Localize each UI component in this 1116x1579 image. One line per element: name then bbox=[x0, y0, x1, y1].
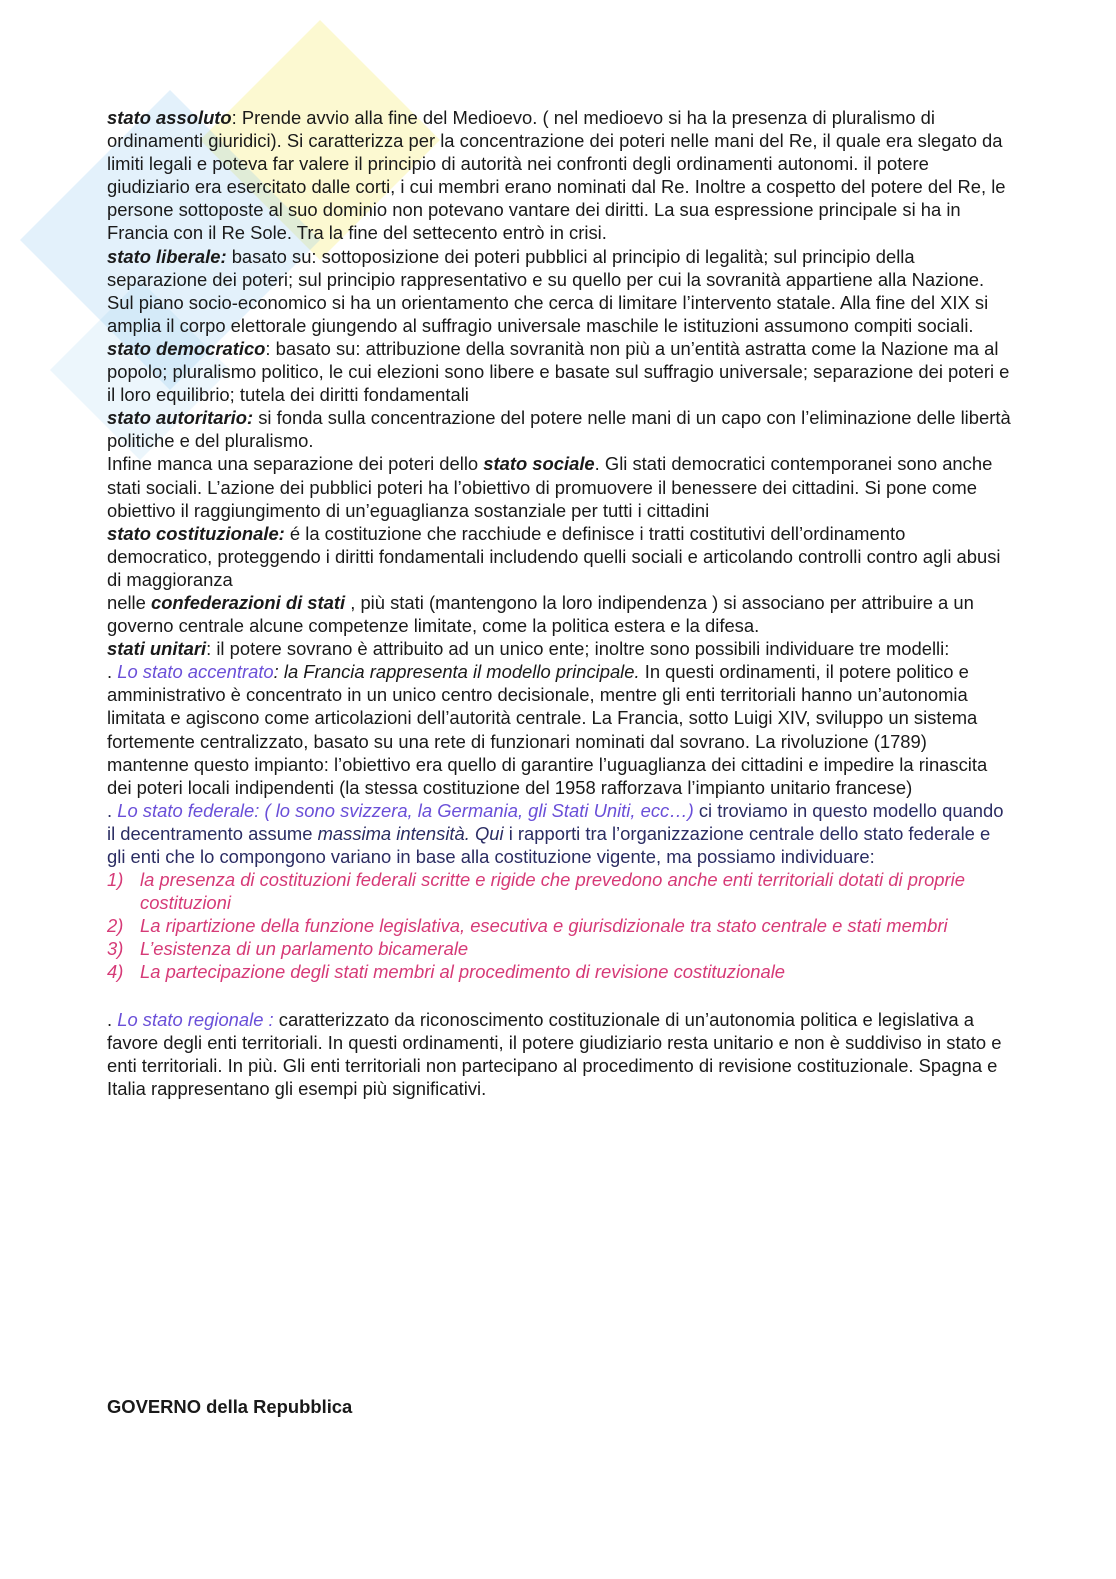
term-stato-federale: Lo stato federale: ( lo sono svizzera, la Germania, gli Stati Uniti, ecc…) bbox=[117, 799, 694, 821]
paragraph-stato-liberale: stato liberale: basato su: sottoposizione dei poteri pubblici al principio di legalità; sul principio della separazione dei poteri; sul principio rappresentativo e su quello per cui la sovranità appartiene alla Nazione. Sul piano socio-economico si ha un orientamento che cerca di limitare l’intervento statale. Alla fine del XIX si amplia il corpo elettorale giungendo al suffragio universale maschile le istituzioni assumono compiti sociali. bbox=[107, 245, 989, 336]
paragraph-stato-autoritario: stato autoritario: si fonda sulla concentrazione del potere nelle mani di un capo con l’eliminazione delle libertà politiche e del pluralismo. bbox=[107, 407, 1011, 452]
list-item: 4) La partecipazione degli stati membri al procedimento di revisione costituzionale bbox=[107, 961, 786, 983]
paragraph-confederazioni: nelle confederazioni di stati , più stati (mantengono la loro indipendenza ) si associano per attribuire a un governo centrale alcune competenze limitate, come la politica estera e la difesa. bbox=[107, 591, 974, 637]
list-item: 2) La ripartizione della funzione legislativa, esecutiva e giurisdizionale tra stato centrale e stati membri bbox=[107, 915, 948, 937]
term-stato-sociale: stato sociale bbox=[483, 453, 595, 475]
paragraph-stato-federale: . Lo stato federale: ( lo sono svizzera, la Germania, gli Stati Uniti, ecc…) ci troviamo in questo modello quando il decentramento assume massima intensità. Qui i rapporti tra l’organizzazione centrale dello stato federale e gli enti che lo compongono variano in base alla costituzione vigente, ma possiamo individuare: bbox=[107, 799, 1004, 867]
document-body bbox=[107, 106, 1012, 1100]
term-stato-autoritario: stato autoritario: bbox=[107, 407, 254, 429]
paragraph-stato-assoluto: stato assoluto: Prende avvio alla fine del Medioevo. ( nel medioevo si ha la presenza di pluralismo di ordinamenti giuridici). Si caratterizza per la concentrazione dei poteri nelle mani del Re, il quale era slegato da limiti legali e poteva far valere il principio di autorità nei confronti degli ordinamenti autonomi. il potere giudiziario era esercitato dalle corti, i cui membri erano nominati dal Re. Inoltre a cospetto del potere del Re, le persone sottoposte al suo dominio non potevano vantare dei diritti. La sua espressione principale si ha in Francia con il Re Sole. Tra la fine del settecento entrò in crisi. bbox=[107, 107, 1006, 244]
section-heading: GOVERNO della Repubblica bbox=[107, 1396, 353, 1417]
term-confederazioni: confederazioni di stati bbox=[150, 591, 346, 613]
list-item: 1) la presenza di costituzioni federali scritte e rigide che prevedono anche enti territoriali dotati di proprie costituzioni bbox=[107, 869, 965, 914]
list-item: 3) L’esistenza di un parlamento bicamerale bbox=[107, 938, 469, 960]
term-stati-unitari: stati unitari bbox=[107, 638, 207, 660]
term-stato-democratico: stato democratico bbox=[107, 337, 266, 359]
term-stato-assoluto: stato assoluto bbox=[107, 107, 232, 128]
term-stato-liberale: stato liberale: bbox=[107, 245, 227, 267]
paragraph-stato-accentrato: . Lo stato accentrato: la Francia rappresenta il modello principale. In questi ordinamenti, il potere politico e amministrativo è concentrato in un unico centro decisionale, mentre gli enti territoriali hanno un’autonomia limitata e agiscono come articolazioni dell’autorità centrale. La Francia, sotto Luigi XIV, sviluppo un sistema fortemente centralizzato, basato su una rete di funzionari nominati dal sovrano. La rivoluzione (1789) mantenne questo impianto: l’obiettivo era quello di garantire l’uguaglianza dei cittadini e impedire la rinascita dei poteri locali indipendenti (la stessa costituzione del 1958 rafforzava l’impianto unitario francese) bbox=[107, 661, 988, 798]
term-stato-accentrato: Lo stato accentrato bbox=[117, 661, 274, 683]
paragraph-stato-costituzionale: stato costituzionale: é la costituzione che racchiude e definisce i tratti costitutivi dell’ordinamento democratico, proteggendo i diritti fondamentali includendo quelli sociali e articolando controlli contro agli abusi di maggioranza bbox=[107, 522, 1001, 590]
spacer bbox=[107, 984, 1012, 1008]
paragraph-stato-regionale: . Lo stato regionale : caratterizzato da riconoscimento costituzionale di un’autonomia politica e legislativa a favore degli enti territoriali. In questi ordinamenti, il potere giudiziario resta unitario e non è suddiviso in stato e enti territoriali. In più. Gli enti territoriali non partecipano al procedimento di revisione costituzionale. Spagna e Italia rappresentano gli esempi più significativi. bbox=[107, 1008, 1002, 1099]
term-stato-regionale: Lo stato regionale : bbox=[117, 1008, 274, 1030]
paragraph-stato-democratico: stato democratico: basato su: attribuzione della sovranità non più a un’entità astratta come la Nazione ma al popolo; pluralismo politico, le cui elezioni sono libere e basate sul suffragio universale; separazione dei poteri e il loro equilibrio; tutela dei diritti fondamentali bbox=[107, 337, 1010, 406]
paragraph-stati-unitari: stati unitari: il potere sovrano è attribuito ad un unico ente; inoltre sono possibili individuare tre modelli: bbox=[107, 638, 950, 660]
paragraph-stato-sociale: Infine manca una separazione dei poteri dello stato sociale. Gli stati democratici contemporanei sono anche stati sociali. L’azione dei pubblici poteri ha l’obiettivo di promuovere il benessere dei cittadini. Si pone come obiettivo il raggiungimento di un’eguaglianza sostanziale per tutti i cittadini bbox=[107, 453, 993, 521]
term-stato-costituzionale: stato costituzionale: bbox=[107, 522, 285, 544]
federal-features-list bbox=[107, 868, 1012, 983]
